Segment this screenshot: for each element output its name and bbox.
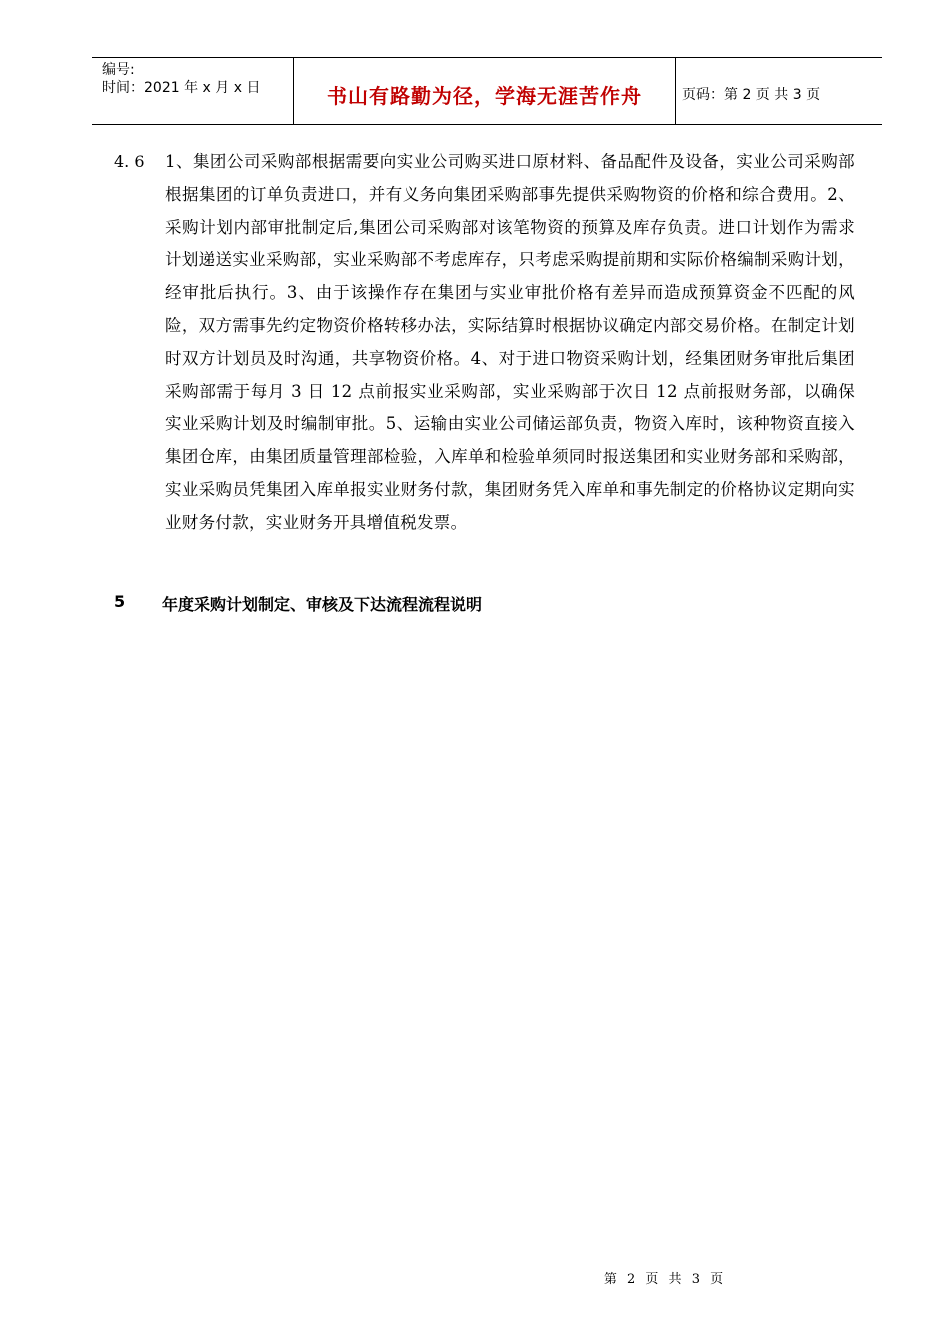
document-header (92, 57, 882, 125)
section-number: 4. 6 (114, 152, 145, 171)
header-page-cell (676, 58, 882, 124)
heading-title: 年度采购计划制定、审核及下达流程流程说明 (162, 595, 483, 614)
header-motto-cell (294, 58, 676, 124)
document-number-label: 编号: (102, 62, 135, 78)
heading-number: 5 (114, 592, 126, 611)
section-paragraph: 1、集团公司采购部根据需要向实业公司购买进口原材料、备品配件及设备，实业公司采购部根据集团的订单负责进口，并有义务向集团采购部事先提供采购物资的价格和综合费用。2、采购计划内部审批制定后,集团公司采购部对该笔物资的预算及库存负责。进口计划作为需求计划递送实业采购部，实业采购部不考虑库存，只考虑采购提前期和实际价格编制采购计划，经审批后执行。3、由于该操作存在集团与实业审批价格有差异而造成预算资金不匹配的风险，双方需事先约定物资价格转移办法，实际结算时根据协议确定内部交易价格。在制定计划时双方计划员及时沟通，共享物资价格。4、对于进口物资采购计划，经集团财务审批后集团采购部需于每月 3 日 12 点前报实业采购部，实业采购部于次日 12 点前报财务部，以确保实业采购计划及时编制审批。5、运输由实业公司储运部负责，物资入库时，该种物资直接入集团仓库，由集团质量管理部检验，入库单和检验单须同时报送集团和实业财务部和采购部，实业采购员凭集团入库单报实业财务付款，集团财务凭入库单和事先制定的价格协议定期向实业财务付款，实业财务开具增值税发票。 (165, 152, 855, 532)
document-time-label: 时间：2021 年 x 月 x 日 (102, 80, 261, 96)
header-page-info: 页码：第 2 页 共 3 页 (682, 87, 821, 103)
page-footer: 第 2 页 共 3 页 (603, 1272, 727, 1287)
header-meta-cell (92, 58, 294, 124)
header-motto: 书山有路勤为径，学海无涯苦作舟 (327, 84, 642, 108)
